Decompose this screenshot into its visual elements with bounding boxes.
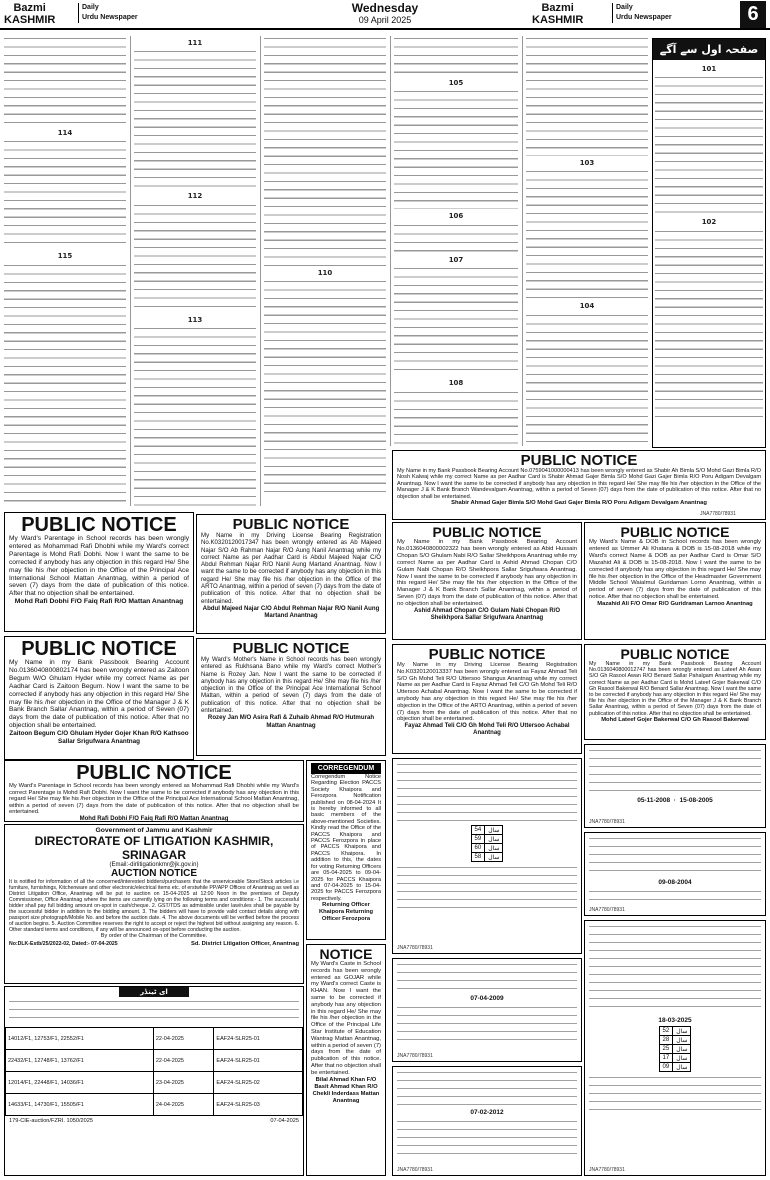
urdu-ad-5 (392, 1066, 582, 1176)
tender-code: 179-CIE-auction/FZRI. 1050/2025 (9, 1118, 93, 1124)
notice-signature: Mazahid Ali F/O Omar R/O Guridraman Larnoo Anantnag (597, 601, 753, 608)
ad-date: 05-11-2008 (637, 797, 671, 804)
table-cell: سال (673, 1027, 691, 1036)
masthead-tag-right (612, 3, 672, 23)
public-notice-rafi-1 (4, 512, 194, 632)
notice-body: Corregendum Notice Regarding Election PACCS Society Khaipora and Ferozpora Notification published on 08-04-2024 It is hereby informed to all basic members of the above-mentioned Societies. Kindly read the Office of the PACCS Khaipora and PACCS Ferozpora in place of PACCS Khaipora and PACCS Khaipora. In addition to this, the dates for voting Returning Officers are 05-04-2025 to 09-04-2025 for PACCS Khaipora and 07-04-2025 to 15-04-2025 for PACCS Ferozpora respectively. (311, 774, 381, 902)
article-number: 108 (448, 379, 464, 388)
article-number: 111 (187, 39, 203, 47)
ad-date: 18-03-2025 (658, 1017, 692, 1024)
notice-title: PUBLIC NOTICE (21, 514, 177, 536)
brand-line2: KASHMIR (4, 14, 56, 26)
public-notice-ashid (392, 522, 582, 640)
text-lines (394, 36, 518, 76)
table-cell: EAF24-SLR25-01 (214, 1028, 303, 1050)
urdu-ad-3 (392, 958, 582, 1062)
ad-reference: JNA7780/78931 (589, 819, 625, 825)
tender-row (6, 1028, 303, 1050)
ad-reference: JNA7780/78931 (397, 1167, 433, 1173)
table-cell: 58 (471, 853, 485, 862)
table-row (659, 1063, 691, 1072)
tag-line2: Urdu Newspaper (616, 14, 672, 21)
text-lines (655, 75, 763, 215)
masthead-brand-right (532, 2, 583, 26)
table-row (659, 1027, 691, 1036)
table-cell: 59 (471, 835, 485, 844)
table-cell: سال (485, 853, 503, 862)
public-notice-fayaz (392, 644, 582, 754)
auction-title: AUCTION NOTICE (110, 868, 198, 879)
text-lines (394, 266, 518, 376)
article-number: 102 (701, 218, 717, 227)
text-lines (4, 139, 126, 249)
notice-body: My Name in my Bank Passbook Bearing Account No.0136040800012747 has been wrongly entered as Lateef Ah Awan S/O Gh Rasool Awan R/O Benard Sallar Pahalgam Anantnag while my correct Name as per Aadhar Card is Mohd Lateef Gojer Bakerwal C/O Gh Rasool Bakerwal R/O Benard Sallar Anantnag. Now I want the same to be corrected if anybody has any objection in this regard He/ She may file his /her objection in the Office of the Manager J & K Bank Branch Sallar Anantnag, within a period of Seven (07) days from the date of publication of this notice. After that no objection shall be entertained. (589, 661, 761, 717)
text-lines (397, 1070, 577, 1106)
table-cell: 23-04-2025 (153, 1072, 214, 1094)
tender-row (6, 1094, 303, 1116)
urdu-column-1 (4, 36, 126, 506)
table-cell: EAF24-SLR25-01 (214, 1050, 303, 1072)
notice-title: PUBLIC NOTICE (76, 762, 232, 784)
text-lines (4, 263, 126, 503)
text-lines (134, 203, 256, 313)
urdu-ad-1 (392, 758, 582, 954)
by-order: By order of the Chairman of the Committee. (100, 933, 208, 939)
auction-footer (9, 941, 299, 947)
text-lines (397, 1005, 577, 1045)
table-cell: 22432/F1, 12748/F1, 13762/F1 (6, 1050, 154, 1072)
text-lines (394, 390, 518, 446)
public-notice-shabir (392, 450, 766, 520)
article-number: 114 (57, 129, 73, 137)
text-lines (397, 865, 577, 911)
table-cell: EAF24-SLR25-03 (214, 1094, 303, 1116)
public-notice-zaitoon (4, 636, 194, 760)
notice-signature: Mohd Rafi Dobhi F/O Faiq Rafi R/O Mattan Anantnag (79, 815, 229, 822)
ad-date: 15-08-2005 (679, 797, 713, 804)
brand-line2: KASHMIR (532, 14, 584, 26)
ad-reference: JNA7780/78931 (700, 511, 736, 517)
urdu-ad-6 (584, 920, 766, 1176)
table-row (659, 1054, 691, 1063)
table-cell: سال (485, 844, 503, 853)
text-lines (526, 36, 648, 156)
article-number: 107 (448, 255, 464, 264)
table-row (471, 835, 503, 844)
gov-line: Government of Jammu and Kashmir (95, 827, 213, 834)
table-cell: 22-04-2025 (153, 1050, 214, 1072)
table-row (659, 1036, 691, 1045)
table-cell: 24-04-2025 (153, 1094, 214, 1116)
notice-caste (306, 944, 386, 1176)
continuation-banner: صفحہ اول سے آگے (653, 39, 765, 60)
ad-date: 09-08-2004 (658, 879, 692, 886)
column-rule (522, 36, 523, 446)
article-number: 106 (448, 212, 464, 221)
table-cell: سال (673, 1045, 691, 1054)
notice-signature: Mohd Lateef Gojer Bakerwal C/O Gh Rasool Bakerwal (601, 716, 749, 723)
masthead-brand-left (4, 2, 55, 26)
article-number: 112 (187, 192, 203, 201)
order-number: No:DLK-Estb/25/2022-02, Dated:- 07-04-2025 (9, 940, 118, 947)
notice-body: My Name in my Bank Passbook Bearing Account No.0136040800002322 has been wrongly entered as Abid Hussain Chopan S/O Ghulam Nabi R/O Sallar Sheikhpora Anantnag while my correct Name as per Aadhar Card is Ashid Ahmad Chopan C/O Gulam Nabi Chopan R/O Sheikhpora Sallar Srigufwara Anantnag. Now I want the same to be corrected if anybody has any objection in this regard He/ She may file his /her objection in the Office of the Manager J & K Bank Branch Sallar Anantnag, within a period of Seven (07) days from the date of publication of this notice. After that no objection shall be entertained. (397, 539, 577, 608)
article-number: 105 (448, 79, 464, 87)
notice-body: My Ward's Mother's Name in School records has been wrongly entered as Rukhsana Bano while my Ward's correct Mother's Name is Rozey Jan. Now I want the same to be corrected if anybody has any objection in this regard He/ She may file his /her objection in the Office of the Principal Ace International School Mattan, within a period of seven (7) days from the date of publication of this notice. After that no objection shall be entertained. (201, 656, 381, 715)
tender-date: 07-04-2025 (270, 1118, 299, 1124)
notice-signature: Shabir Ahmad Gajer Bimla S/O Mohd Gazi Gajer Bimla R/O Poru Adigam Devalgam Anantnag (451, 500, 707, 507)
notice-signature: Bilal Ahmad Khan F/O Basit Ahmad Khan R/O Chekli Inderdass Mattan Anantnag (312, 1076, 380, 1104)
notice-title: PUBLIC NOTICE (620, 524, 730, 540)
table-row (471, 853, 503, 862)
public-notice-lateef (584, 644, 766, 740)
public-notice-rozey (196, 638, 386, 756)
ad-date: 07-04-2009 (470, 995, 504, 1002)
date-label: 09 April 2025 (358, 15, 412, 25)
notice-body: My Name in my Driving License Bearing Registration No.K0320120017347 has been wrongly entered as Ab Majeed Najar S/O Ab Rahman Najar R/O Aung Nanil Anantnag while my correct Name as per Aadhar Card is Abdul Majeed Najar C/O Abdul Rehman Najar R/O Nanil Aung Martand Anantnag. Now I want the same to be corrected if anybody has any objection in this regard He/ She may file his /her objection in the Office of the ARTO Anantnag, within a period of seven (7) days from the date of publication of this notice. After that no objection shall be entertained. (201, 532, 381, 605)
table-cell: سال (673, 1036, 691, 1045)
urdu-ad-2 (584, 744, 766, 828)
notice-title: PUBLIC NOTICE (428, 646, 546, 663)
public-notice-mazahid (584, 522, 766, 640)
text-lines (264, 36, 386, 266)
ad6-table (659, 1026, 692, 1072)
table-cell: EAF24-SLR25-02 (214, 1072, 303, 1094)
table-cell: سال (673, 1063, 691, 1072)
notice-signature: Fayaz Ahmad Teli C/O Gh Mohd Teli R/O Uttersoo Achabal Anantnag (404, 723, 570, 737)
text-lines (9, 999, 299, 1025)
notice-body: My Ward's Caste in School records has been wrongly entered as GOJAR while my Ward's correct Caste is KHAN. Now I want the same to be corrected if anybody has any objection in this regard He/ She may file his /her objection in the Office of the Principal Life Star Institute of Education Wantrag Mattan Anantnag, within a period of seven (7) days from the date of publication of this notice. After that no objection shall be entertained. (311, 961, 381, 1076)
table-row (471, 826, 503, 835)
notice-body: My Name in my Driving License Bearing Registration No.K0320120013337 has been wrongly entered as Fayaz Ahmad Teli S/O Gh Mohd Teli R/O Uttersoo Shangus Anantnag while my correct Name as per Aadhar Card is Fayaz Ahmad Teli C/O Gh Mohd Teli R/O Uttersoo Achabal Anantnag. Now I want the same to be corrected if anybody has any objection in this regard He/ She may file his /her objection in the Office of the ARTO Anantnag, within a period of seven (7) days from the date of publication of this notice. After that no objection shall be entertained. (397, 662, 577, 723)
table-cell: 14012/F1, 12753/F1, 22552/F1 (6, 1028, 154, 1050)
notice-title: CORREGENDUM (311, 763, 381, 774)
notice-signature: Mohd Rafi Dobhi F/O Faiq Rafi R/O Mattan Anantnag (14, 598, 184, 606)
text-lines (397, 962, 577, 992)
urdu-ad-4 (584, 832, 766, 916)
notice-body: My Ward's Name & DOB in School records has been wrongly entered as Ummer Ali Khatana & DOB is 15-08-2018 while my Ward's correct Name & DOB as per Aadhar Card is Omar S/O Mazahid Ali & DOB is 15-08-2018. Now I want the same to be corrected if anybody has any objection in this regard He/ She may file his /her objection in the Office of the Headmaster Government Middle School Waialmul Guridaman Lorno Anantnag, within a period of seven (7) days from the date of publication of this notice. After that no objection shall be entertained. (589, 539, 761, 601)
table-cell: 09 (659, 1063, 673, 1072)
auction-notice (4, 824, 304, 984)
column-rule (390, 36, 391, 446)
ad1-table (471, 825, 504, 862)
text-lines (589, 924, 761, 1014)
tag-line1: Daily (82, 4, 99, 11)
notice-title: PUBLIC NOTICE (232, 640, 350, 657)
tender-row (6, 1050, 303, 1072)
text-lines (397, 1119, 577, 1159)
table-cell: 28 (659, 1036, 673, 1045)
text-lines (526, 169, 648, 299)
text-lines (526, 313, 648, 443)
notice-title: NOTICE (319, 946, 373, 962)
brand-line1: Bazmi (541, 2, 574, 14)
notice-signature: Zaitoon Begum C/O Ghulam Hyder Gojer Khan R/O Kathsoo Sallar Srigufwara Anantnag (9, 730, 189, 745)
notice-signature: Abdul Majeed Najar C/O Abdul Rehman Najar R/O Nanil Aung Martand Anantnag (202, 604, 380, 620)
article-number: 113 (187, 315, 203, 324)
e-tender-ad (4, 986, 304, 1176)
column-rule (130, 36, 131, 506)
masthead (0, 0, 770, 30)
column-rule (260, 36, 261, 506)
article-number: 110 (317, 269, 333, 277)
text-lines (394, 89, 518, 209)
table-cell: 54 (471, 826, 485, 835)
text-lines (589, 748, 761, 794)
urdu-column-4 (394, 36, 518, 446)
masthead-date (310, 1, 460, 25)
table-row (471, 844, 503, 853)
text-lines (397, 762, 577, 822)
ad-reference: JNA7780/78931 (397, 1053, 433, 1059)
urdu-column-2 (134, 36, 256, 506)
notice-title: PUBLIC NOTICE (232, 516, 350, 533)
ad2-dates: 05-11-2008 · 15-08-2005 (637, 797, 713, 804)
tender-title: ای ٹینڈر (119, 987, 189, 997)
table-cell: 17 (659, 1054, 673, 1063)
day-label: Wednesday (351, 1, 419, 15)
article-number: 115 (57, 252, 73, 261)
table-cell: 60 (471, 844, 485, 853)
text-lines (589, 836, 761, 876)
table-cell: 14633/F1, 14730/F1, 15505/F1 (6, 1094, 154, 1116)
article-number: 104 (579, 302, 595, 311)
department-name: DIRECTORATE OF LITIGATION KASHMIR, SRINAGAR (34, 834, 274, 862)
text-lines (134, 49, 256, 189)
notice-title: PUBLIC NOTICE (432, 524, 542, 540)
tender-row (6, 1072, 303, 1094)
text-lines (589, 889, 761, 905)
text-lines (4, 36, 126, 126)
table-cell: سال (673, 1054, 691, 1063)
ad-date: 07-02-2012 (470, 1109, 504, 1116)
article-number: 103 (579, 159, 595, 167)
tender-footer (5, 1116, 303, 1126)
table-cell: 22-04-2025 (153, 1028, 214, 1050)
notice-title: PUBLIC NOTICE (620, 646, 730, 662)
public-notice-abdul (196, 514, 386, 634)
article-number: 101 (701, 65, 717, 73)
notice-body: My Name in my Bank Passbook Bearing Account No.0759041000000413 has been wrongly entered as Shabir Ah Bimla S/O Mohd Gazi Bimla R/O Nosh Kalwaj while my correct Name as per Aadhar Card is Shabir Ahmad Gajer Bimla S/O Mohd Gazi Gajer Bimla R/O Poru Adigam Devalgam Anantnag. Now I want the same to be corrected if anybody has any objection in this regard He/ She may file his /her objection in the Office of the Manager J & K Bank Branch Wandevalgam Anantnag, within a period of Seven (07) days from the date of publication of this notice. After that no objection shall be entertained. (397, 468, 761, 500)
table-cell: سال (485, 835, 503, 844)
table-cell: سال (485, 826, 503, 835)
ad-reference: JNA7780/78931 (589, 907, 625, 913)
tender-table (5, 1027, 303, 1116)
notice-title: PUBLIC NOTICE (520, 452, 638, 469)
text-lines (655, 229, 763, 419)
page-number: 6 (740, 1, 766, 28)
table-cell: 12014/F1, 22448/F1, 14036/F1 (6, 1072, 154, 1094)
signer: Sd. District Litigation Officer, Anantnag (190, 940, 299, 947)
corrigendum-notice (306, 760, 386, 940)
ad-reference: JNA7780/78931 (397, 945, 433, 951)
table-row (659, 1045, 691, 1054)
notice-title: PUBLIC NOTICE (21, 638, 177, 660)
notice-signature: Returning Officer Khaipora Returning Officer Ferozpora (318, 902, 374, 923)
notice-signature: Rozey Jan M/O Asira Rafi & Zuhaib Ahmad R/O Hutmurah Mattan Anantnag (207, 714, 375, 729)
brand-line1: Bazmi (13, 2, 46, 14)
department-email: (Email:-dirlitigationkmr@jk.gov.in) (109, 862, 199, 868)
tag-line2: Urdu Newspaper (82, 14, 138, 21)
urdu-column-5 (526, 36, 648, 446)
front-page-continuation (652, 38, 766, 448)
notice-body: My Ward's Parentage in School records has been wrongly entered as Mohammad Rafi Dhobhi while my Ward's correct Parentage is Mohd Rafi Dobhi. Now I want the same to be corrected if anybody has any objection in this regard He/ She may file his /her objection in the Office of the Principal Ace International School Mattan Anantnag, within a period of seven (7) days from the date of publication of this notice. After that no objection shall be entertained. (9, 783, 299, 816)
text-lines (589, 1075, 761, 1115)
masthead-tag-left (78, 3, 138, 23)
auction-body: It is notified for information of all the concerned/interested bidders/purchasers that the unserviceable Store/Stock articles i.e furniture, furnishings, Kitchenware and other electronic/electrical items etc. of erstwhile PP/APP Offices of Anantnag as well as District Litigation Office, Anantnag will be put to auction on 15-04-2025 at 12:00 Noon in the premises of Deputy Commissioner, Office Anantnag where the items are currently lying on the following terms and conditions:- 1. The successful bidder shall pay full bidding amount on-spot in cash/cheque. 2. GST/TDS as admissible under law/rules shall be payable by the successful bidder in addition to the bidding amount. 3. The bidders will have to provide valid contact details along with passport size photograph/Mobile No. and before the auction date. 4. The above documents will be verified before the process of auction begins. 5. Auction Committee reserves the right to accept or reject the highest bid without assigning any reason. 6. Other standard terms and conditions, if any will be announced on-spot before conducting the auction. (9, 879, 299, 933)
urdu-column-3 (264, 36, 386, 506)
text-lines (394, 223, 518, 253)
ad-reference: JNA7780/78931 (589, 1167, 625, 1173)
notice-signature: Ashid Ahmad Chopan C/O Gulam Nabi Chopan R/O Sheikhpora Sallar Srigufwara Anantnag (413, 608, 561, 622)
text-lines (264, 279, 386, 499)
tag-line1: Daily (616, 4, 633, 11)
public-notice-rafi-2 (4, 760, 304, 822)
table-cell: 52 (659, 1027, 673, 1036)
notice-body: My Name in my Bank Passbook Bearing Account No.0136040800802174 has been wrongly entered as Zaitoon Begum W/O Ghulam Hyder while my correct Name as per Aadhar Card is Zaitoon Begum. Now I want the same to be corrected if anybody has any objection in this regard He/ She may file his /her objection in the Office of the Manager J & K Bank Branch Sallar Anantnag, within a period of Seven (07) days from the date of publication of this notice. After that no objection shall be entertained. (9, 659, 189, 730)
notice-body: My Ward's Parentage in School records has been wrongly entered as Mohammad Rafi Dhobhi while my Ward's correct Parentage is Mohd Rafi Dobhi. Now I want the same to be corrected if anybody has any objection in this regard He/ She may file his /her objection in the Office of the Principal Ace International School Mattan Anantnag, within a period of seven (7) days from the date of publication of this notice. After that no objection shall be entertained. (9, 535, 189, 598)
continuation-text (653, 60, 765, 440)
text-lines (134, 326, 256, 506)
table-cell: 25 (659, 1045, 673, 1054)
